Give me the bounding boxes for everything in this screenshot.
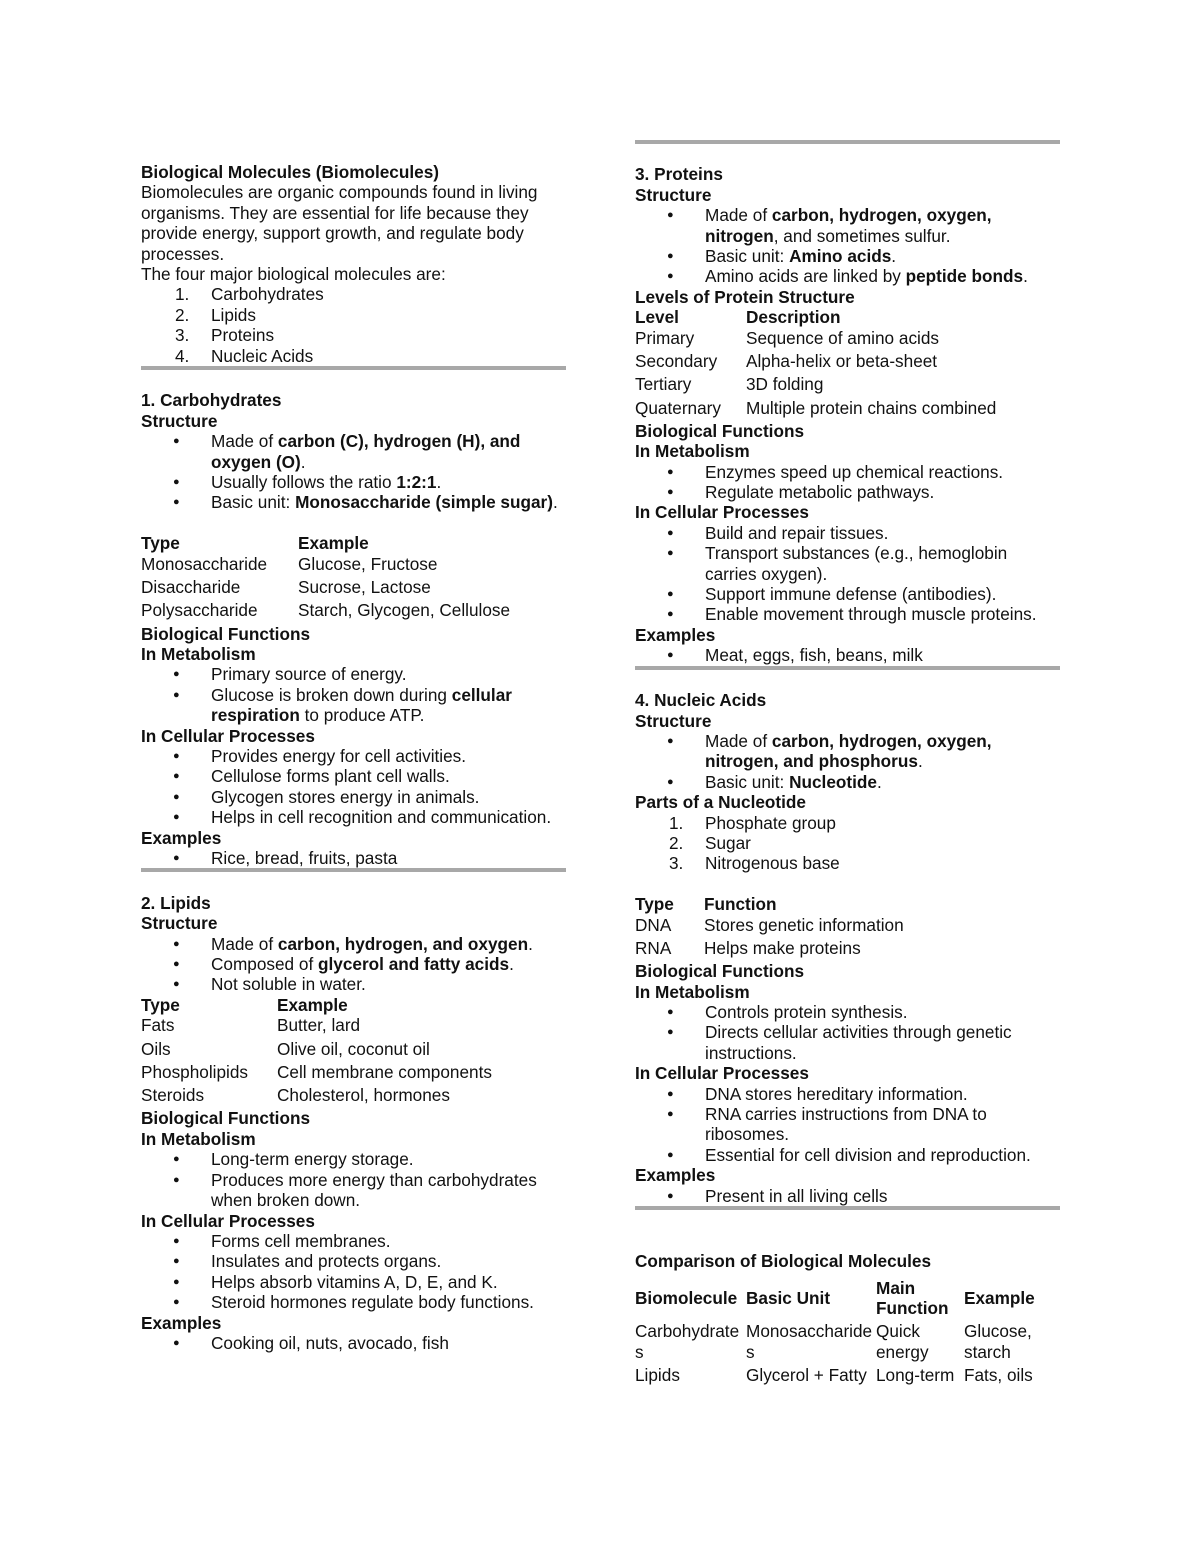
table-cell: Glucose, starch	[964, 1321, 1032, 1362]
list-item: ● Basic unit: Amino acids.	[635, 246, 1060, 266]
table-cell: Tertiary	[635, 374, 692, 395]
table-cell: Secondary	[635, 350, 718, 371]
metabolism-list	[635, 462, 1060, 503]
list-item-label: Nucleic Acids	[211, 345, 314, 366]
table-header-row	[635, 1275, 1060, 1321]
table-row	[635, 351, 996, 374]
table-row	[635, 1365, 1060, 1388]
list-item: ● Directs cellular activities through genetic instructions.	[635, 1022, 1060, 1063]
column-header: Example	[298, 533, 369, 554]
functions-label: Biological Functions	[141, 1108, 311, 1129]
list-number: 1.	[669, 812, 684, 833]
table-cell: 3D folding	[746, 374, 824, 395]
structure-label: Structure	[635, 184, 712, 205]
list-item: ● Amino acids are linked by peptide bonds.	[635, 266, 1060, 286]
examples-list	[635, 1186, 1060, 1206]
list-item: ● Transport substances (e.g., hemoglobin carries oxygen).	[635, 543, 1060, 584]
table-row	[635, 398, 996, 421]
column-header: Type	[141, 533, 180, 554]
metabolism-list	[141, 1149, 566, 1210]
table-row	[635, 374, 996, 397]
nucleic-types-table	[635, 894, 904, 961]
list-item	[141, 305, 566, 325]
structure-label: Structure	[141, 410, 218, 431]
list-number: 4.	[175, 345, 190, 366]
table-cell: Cholesterol, hormones	[277, 1085, 450, 1106]
table-cell: DNA	[635, 914, 672, 935]
list-number: 3.	[669, 853, 684, 874]
table-cell: Glucose, Fructose	[298, 553, 438, 574]
structure-list	[141, 934, 566, 995]
list-item: ● Present in all living cells	[635, 1186, 1060, 1206]
list-item: ● Rice, bread, fruits, pasta	[141, 848, 566, 868]
structure-label: Structure	[635, 710, 712, 731]
column-header: Basic Unit	[746, 1288, 831, 1308]
table-cell: Long-term	[876, 1365, 955, 1386]
table-cell: Steroids	[141, 1085, 205, 1106]
column-header: Description	[746, 307, 841, 328]
list-item: ● Made of carbon (C), hydrogen (H), and oxygen (O).	[141, 431, 566, 472]
column-header: Main Function	[876, 1277, 949, 1319]
column-header: Biomolecule	[635, 1288, 738, 1308]
list-item-label: Nitrogenous base	[705, 853, 840, 874]
table-cell: Helps make proteins	[704, 937, 861, 958]
carbohydrate-types-table	[141, 533, 510, 623]
table-header-row	[635, 894, 904, 914]
list-item: ● Made of carbon, hydrogen, oxygen, nitrogen, and sometimes sulfur.	[635, 205, 1060, 246]
examples-list	[141, 1333, 566, 1353]
structure-label: Structure	[141, 913, 218, 934]
list-item: ● Controls protein synthesis.	[635, 1002, 1060, 1022]
examples-list	[141, 848, 566, 868]
list-item: ● Insulates and protects organs.	[141, 1251, 566, 1271]
column-header: Level	[635, 307, 679, 328]
parts-label: Parts of a Nucleotide	[635, 792, 806, 813]
list-item: ● Long-term energy storage.	[141, 1149, 566, 1169]
metabolism-label: In Metabolism	[635, 441, 750, 462]
table-cell: Sequence of amino acids	[746, 327, 940, 348]
list-item: ● Primary source of energy.	[141, 664, 566, 684]
list-item: ● Basic unit: Nucleotide.	[635, 772, 1060, 792]
table-cell: Monosaccharide	[141, 553, 268, 574]
table-header-row	[141, 533, 510, 553]
list-item: ● Glucose is broken down during cellular respiration to produce ATP.	[141, 685, 566, 726]
table-cell: Quaternary	[635, 397, 721, 418]
cellular-label: In Cellular Processes	[141, 1210, 315, 1231]
table-cell: Glycerol + Fatty	[746, 1365, 867, 1386]
table-row	[141, 600, 510, 623]
right-column	[635, 140, 1060, 1388]
lipid-types-table	[141, 995, 492, 1109]
list-item	[635, 853, 1060, 873]
table-cell: Carbohydrates	[635, 1321, 740, 1362]
list-item: ● Support immune defense (antibodies).	[635, 584, 1060, 604]
intro-line: organisms. They are essential for life because they	[141, 202, 529, 223]
table-cell: Lipids	[635, 1365, 680, 1386]
table-cell: Oils	[141, 1038, 171, 1059]
table-row	[635, 1321, 1060, 1365]
list-number: 1.	[175, 284, 190, 305]
column-header: Type	[141, 994, 180, 1015]
table-row	[635, 938, 904, 961]
metabolism-label: In Metabolism	[141, 643, 256, 664]
section-title-proteins: 3. Proteins	[635, 164, 723, 185]
table-cell: Quick energy	[876, 1321, 929, 1362]
table-cell: Olive oil, coconut oil	[277, 1038, 430, 1059]
section-title-nucleic-acids: 4. Nucleic Acids	[635, 690, 767, 711]
levels-label: Levels of Protein Structure	[635, 286, 855, 307]
examples-label: Examples	[141, 1312, 222, 1333]
table-row	[141, 1062, 492, 1085]
comparison-title: Comparison of Biological Molecules	[635, 1250, 932, 1271]
cellular-list	[635, 1084, 1060, 1166]
list-item	[141, 284, 566, 304]
table-cell: RNA	[635, 937, 672, 958]
list-item-label: Proteins	[211, 325, 275, 346]
list-item: ● Not soluble in water.	[141, 974, 566, 994]
list-item	[141, 346, 566, 366]
cellular-list	[141, 1231, 566, 1313]
table-row	[141, 577, 510, 600]
cellular-label: In Cellular Processes	[141, 725, 315, 746]
nucleotide-parts-list	[635, 813, 1060, 874]
examples-label: Examples	[635, 624, 716, 645]
list-number: 2.	[669, 832, 684, 853]
table-cell: Monosaccharides	[746, 1321, 873, 1362]
cellular-list	[635, 523, 1060, 625]
list-item: ● Made of carbon, hydrogen, oxygen, nitrogen, and phosphorus.	[635, 731, 1060, 772]
table-cell: Fats, oils	[964, 1365, 1033, 1386]
list-item: ● Steroid hormones regulate body functions.	[141, 1292, 566, 1312]
metabolism-list	[141, 664, 566, 725]
section-title-carbohydrates: 1. Carbohydrates	[141, 390, 282, 411]
functions-label: Biological Functions	[635, 961, 805, 982]
table-cell: Phospholipids	[141, 1061, 249, 1082]
column-header: Example	[277, 994, 348, 1015]
table-cell: Fats	[141, 1015, 175, 1036]
functions-label: Biological Functions	[635, 420, 805, 441]
list-item: ● Enable movement through muscle proteins.	[635, 604, 1060, 624]
list-item	[635, 833, 1060, 853]
list-item: ● Helps absorb vitamins A, D, E, and K.	[141, 1272, 566, 1292]
list-item: ● Usually follows the ratio 1:2:1.	[141, 472, 566, 492]
list-item: ● Cellulose forms plant cell walls.	[141, 766, 566, 786]
list-item: ● Cooking oil, nuts, avocado, fish	[141, 1333, 566, 1353]
table-header-row	[141, 995, 492, 1015]
list-item: ● Made of carbon, hydrogen, and oxygen.	[141, 934, 566, 954]
list-item: ● DNA stores hereditary information.	[635, 1084, 1060, 1104]
structure-list	[635, 731, 1060, 792]
section-title-lipids: 2. Lipids	[141, 892, 211, 913]
list-item-label: Phosphate group	[705, 812, 836, 833]
table-cell: Polysaccharide	[141, 600, 258, 621]
list-item: ● Provides energy for cell activities.	[141, 746, 566, 766]
cellular-label: In Cellular Processes	[635, 502, 809, 523]
intro-line: Biomolecules are organic compounds found in living	[141, 182, 538, 203]
column-header: Example	[964, 1288, 1035, 1308]
table-cell: Cell membrane components	[277, 1061, 492, 1082]
column-header: Function	[704, 894, 777, 915]
table-cell: Disaccharide	[141, 576, 241, 597]
list-item: ● Basic unit: Monosaccharide (simple sugar).	[141, 492, 566, 512]
list-item: ● Build and repair tissues.	[635, 523, 1060, 543]
table-cell: Starch, Glycogen, Cellulose	[298, 600, 511, 621]
table-cell: Stores genetic information	[704, 914, 904, 935]
list-item: ● Produces more energy than carbohydrates when broken down.	[141, 1170, 566, 1211]
list-item-label: Sugar	[705, 832, 751, 853]
comparison-table	[635, 1275, 1060, 1388]
list-number: 3.	[175, 325, 190, 346]
table-cell: Primary	[635, 327, 695, 348]
cellular-list	[141, 746, 566, 828]
table-row	[635, 328, 996, 351]
list-item: ● Enzymes speed up chemical reactions.	[635, 462, 1060, 482]
functions-label: Biological Functions	[141, 623, 311, 644]
intro-list-intro: The four major biological molecules are:	[141, 264, 446, 285]
table-header-row	[635, 307, 996, 327]
metabolism-list	[635, 1002, 1060, 1063]
column-header: Type	[635, 894, 674, 915]
list-item	[141, 325, 566, 345]
intro-line: processes.	[141, 243, 225, 264]
table-cell: Alpha-helix or beta-sheet	[746, 350, 938, 371]
list-item: ● Regulate metabolic pathways.	[635, 482, 1060, 502]
list-item-label: Carbohydrates	[211, 284, 324, 305]
examples-label: Examples	[635, 1165, 716, 1186]
list-item: ● RNA carries instructions from DNA to ribosomes.	[635, 1104, 1060, 1145]
cellular-label: In Cellular Processes	[635, 1063, 809, 1084]
list-item	[635, 813, 1060, 833]
examples-list	[635, 645, 1060, 665]
list-item: ● Essential for cell division and reproduction.	[635, 1145, 1060, 1165]
metabolism-label: In Metabolism	[635, 981, 750, 1002]
table-cell: Butter, lard	[277, 1015, 361, 1036]
biomolecule-list	[141, 284, 566, 366]
table-row	[635, 915, 904, 938]
list-item: ● Meat, eggs, fish, beans, milk	[635, 645, 1060, 665]
table-cell: Multiple protein chains combined	[746, 397, 997, 418]
intro-line: provide energy, support growth, and regulate body	[141, 223, 524, 244]
table-cell: Sucrose, Lactose	[298, 576, 431, 597]
structure-list	[635, 205, 1060, 287]
table-row	[141, 1015, 492, 1038]
list-item: ● Forms cell membranes.	[141, 1231, 566, 1251]
protein-levels-table	[635, 307, 996, 421]
left-column	[141, 162, 566, 1353]
intro-title: Biological Molecules (Biomolecules)	[141, 162, 439, 182]
table-row	[141, 1085, 492, 1108]
examples-label: Examples	[141, 827, 222, 848]
list-item-label: Lipids	[211, 304, 256, 325]
list-number: 2.	[175, 304, 190, 325]
list-item: ● Helps in cell recognition and communication.	[141, 807, 566, 827]
metabolism-label: In Metabolism	[141, 1128, 256, 1149]
structure-list	[141, 431, 566, 513]
list-item: ● Composed of glycerol and fatty acids.	[141, 954, 566, 974]
table-row	[141, 554, 510, 577]
table-row	[141, 1039, 492, 1062]
list-item: ● Glycogen stores energy in animals.	[141, 787, 566, 807]
